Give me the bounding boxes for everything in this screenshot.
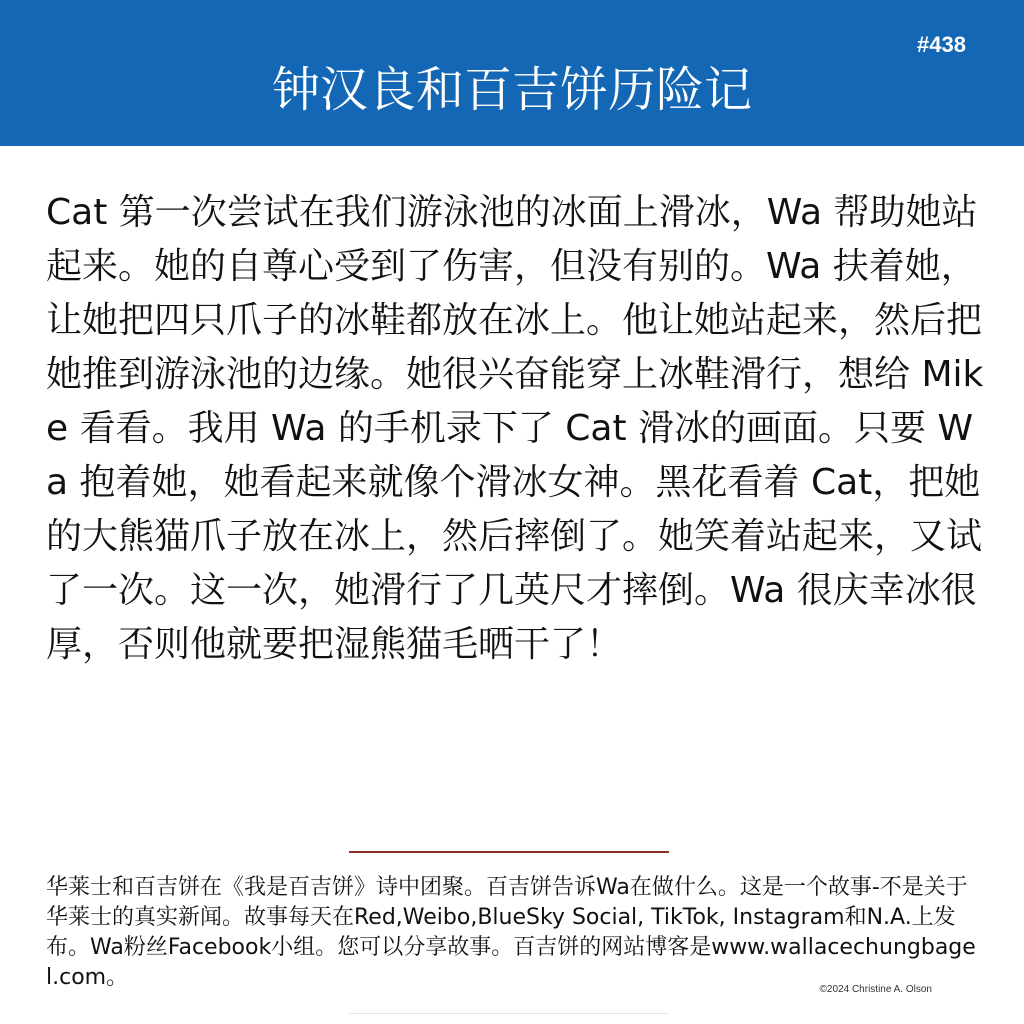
- header-banner: [0, 0, 1024, 146]
- story-text: Cat 第一次尝试在我们游泳池的冰面上滑冰，Wa 帮助她站起来。她的自尊心受到了伤害，但没有别的。Wa 扶着她，让她把四只爪子的冰鞋都放在冰上。他让她站起来，然后把她推到游泳池的边缘。她很兴奋能穿上冰鞋滑行，想给 Mike 看看。我用 Wa 的手机录下了 Cat 滑冰的画面。只要 Wa 抱着她，她看起来就像个滑冰女神。黑花看着 Cat，把她的大熊猫爪子放在冰上，然后摔倒了。她笑着站起来，又试了一次。这一次，她滑行了几英尺才摔倒。Wa 很庆幸冰很厚，否则他就要把湿熊猫毛晒干了！: [46, 192, 984, 665]
- footer-note: 华莱士和百吉饼在《我是百吉饼》诗中团聚。百吉饼告诉Wa在做什么。这是一个故事-不是关于华莱士的真实新闻。故事每天在Red,Weibo,BlueSky Social, TikTok, Instagram和N.A.上发布。Wa粉丝Facebook小组。您可以分享故事。百吉饼的网站博客是www.wallacechungbagel.com。: [46, 875, 976, 990]
- copyright-notice: ©2024 Christine A. Olson: [819, 984, 932, 995]
- section-divider: [349, 851, 669, 853]
- page-title: 钟汉良和百吉饼历险记: [271, 62, 752, 118]
- episode-number: #438: [917, 32, 966, 57]
- bottom-divider: [349, 1013, 669, 1014]
